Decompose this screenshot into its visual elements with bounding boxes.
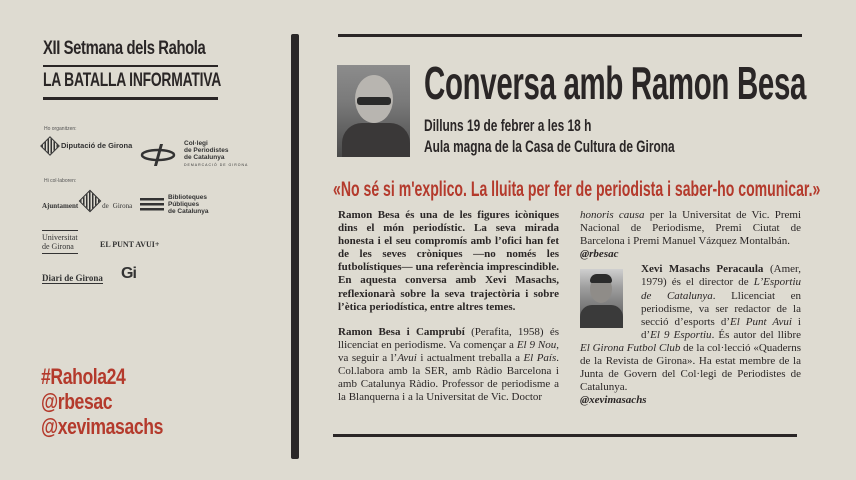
pen-swoosh-icon: [140, 143, 180, 167]
article-column-2: honoris causa per la Universitat de Vic. Premi Nacional de Periodisme, Premi Ciutat de Barcelona i Premi Manuel Vázquez Montalbán. @rbesac Xevi Masachs Peracaula (Amer, 1979) és el director de L’Esportiu de Catalunya. Llicenciat en periodisme, va ser redactor de la secció d’esports d’El Punt Avui i d’El 9 Esportiu. És autor del llibre El Girona Futbol Club de la col·lecció «Quaderns de la Revista de Girona». Ha estat membre de la Junta de Govern del Col·legi de Periodistes de Catalunya. @xevimasachs: [580, 209, 802, 407]
event-datetime: Dilluns 19 de febrer a les 18 h: [424, 116, 592, 135]
subtitle-divider: [43, 97, 218, 100]
bottom-rule: [333, 434, 797, 437]
event-subtitle: LA BATALLA INFORMATIVA: [43, 70, 222, 91]
besa-bio: Ramon Besa i Camprubí (Perafita, 1958) és llicenciat en periodisme. Va començar a El 9 Nou, va seguir a l’Avui i actualment treballa a El País. Col.labora amb la SER, amb Ràdio Barcelona i amb Catalunya Ràdio. Professor de periodisme a la Blanquerna i a la Universitat de Vic. Doctor: [338, 325, 559, 404]
logo-collegi-periodistes: Col·legi de Periodistes de Catalunya DEMARCACIÓ DE GIRONA: [140, 140, 248, 169]
collaborators-label: Hi col·laboren:: [44, 178, 77, 184]
vertical-divider: [291, 34, 299, 459]
logo-ajuntament-girona: Ajuntament de Girona: [42, 192, 132, 210]
left-panel: [0, 0, 285, 480]
title-divider: [43, 65, 218, 67]
hashtag-rahola24[interactable]: #Rahola24: [41, 364, 126, 389]
article-column-1: [338, 209, 559, 404]
logo-biblioteques: Biblioteques Públiques de Catalunya: [140, 194, 208, 215]
logo-gi: [121, 265, 136, 283]
handle-xevimasachs[interactable]: @xevimasachs: [41, 414, 163, 439]
ramon-besa-photo: [337, 65, 410, 157]
handle-rbesac[interactable]: @rbesac: [41, 389, 113, 414]
logo-universitat-girona: Universitat de Girona: [42, 230, 78, 254]
organizers-label: Ho organitzen:: [44, 126, 77, 132]
pull-quote: «No sé si m'explico. La lluita per fer de periodista i saber-ho comunicar.»: [333, 178, 821, 201]
logo-diputacio-girona: Diputació de Girona: [43, 139, 132, 153]
masachs-handle[interactable]: @xevimasachs: [580, 394, 647, 407]
masachs-bio: Xevi Masachs Peracaula (Amer, 1979) és el director de L’Esportiu de Catalunya. Llicenciat en periodisme, va ser redactor de la secció d’esports d’El Punt Avui i d’El 9 Esportiu. És autor del llibre El Girona Futbol Club de la col·lecció «Quaderns de la Revista de Girona». Ha estat membre de la Junta de Govern del Col·legi de Periodistes de Catalunya.: [580, 263, 802, 394]
gi-logo-icon: Gi: [121, 265, 136, 282]
logo-diari-de-girona: Diari de Girona: [42, 273, 103, 283]
intro-paragraph: Ramon Besa és una de les figures icòniques dins el món periodístic. La seva mirada honesta i el seu compromís amb l’ofici han fet de les seves cròniques —no només les futbolístiques— una referència imprescindible. En aquesta conversa amb Xevi Masachs, reflexionarà sobre la seva trajectòria i sobre l’ètica periodística, entre altres temes.: [338, 209, 559, 313]
headline: Conversa amb Ramon Besa: [424, 57, 807, 109]
diamond-crest-icon: [79, 190, 102, 213]
top-rule: [338, 34, 802, 37]
event-location: Aula magna de la Casa de Cultura de Girona: [424, 137, 675, 156]
xevi-masachs-photo: [580, 269, 623, 328]
shield-crest-icon: [40, 136, 60, 156]
besa-handle[interactable]: @rbesac: [580, 248, 619, 261]
event-title: XII Setmana dels Rahola: [43, 38, 206, 59]
stripes-icon: [140, 197, 164, 213]
logo-el-punt-avui: EL PUNT AVUI+: [100, 240, 160, 249]
hashtag-list: [41, 364, 163, 439]
